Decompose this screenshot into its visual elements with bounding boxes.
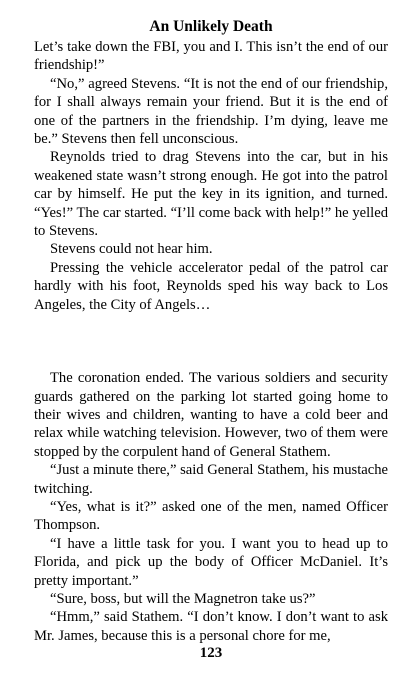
paragraph: “I have a little task for you. I want you to head up to Florida, and pick up the body of Officer McDaniel. It’s pretty important.” [34, 535, 388, 589]
paragraph: “Yes, what is it?” asked one of the men, named Officer Thompson. [34, 498, 388, 534]
running-head: An Unlikely Death [149, 18, 273, 35]
body-text [34, 38, 388, 645]
paragraph: “No,” agreed Stevens. “It is not the end of our friendship, for I shall always remain your friend. But it is the end of one of the partners in the friendship. I’m dying, leave me be.” Stevens then fell unconscious. [34, 75, 388, 148]
book-page [34, 0, 388, 681]
paragraph-continued: Let’s take down the FBI, you and I. This isn’t the end of our friendship!” [34, 39, 388, 74]
page-number: 123 [199, 645, 223, 661]
paragraph: “Hmm,” said Stathem. “I don’t know. I don’t want to ask Mr. James, because this is a personal chore for me, [34, 609, 388, 644]
section-break [34, 314, 388, 369]
paragraph: “Sure, boss, but will the Magnetron take us?” [50, 590, 316, 607]
paragraph: Stevens could not hear him. [50, 241, 213, 258]
paragraph: The coronation ended. The various soldiers and security guards gathered on the parking lot started going home to their wives and children, wanting to have a cold beer and relax while watching television. However, two of them were stopped by the corpulent hand of General Stathem. [34, 370, 388, 460]
paragraph: “Just a minute there,” said General Stathem, his mustache twitching. [34, 462, 388, 497]
paragraph: Pressing the vehicle accelerator pedal of the patrol car hardly with his foot, Reynolds sped his way back to Los Angeles, the City of Angels… [34, 259, 388, 313]
paragraph: Reynolds tried to drag Stevens into the car, but in his weakened state wasn’t strong enough. He got into the patrol car by himself. He put the key in its ignition, and turned. “Yes!” The car started. “I’ll come back with help!” he yelled to Stevens. [34, 149, 388, 240]
